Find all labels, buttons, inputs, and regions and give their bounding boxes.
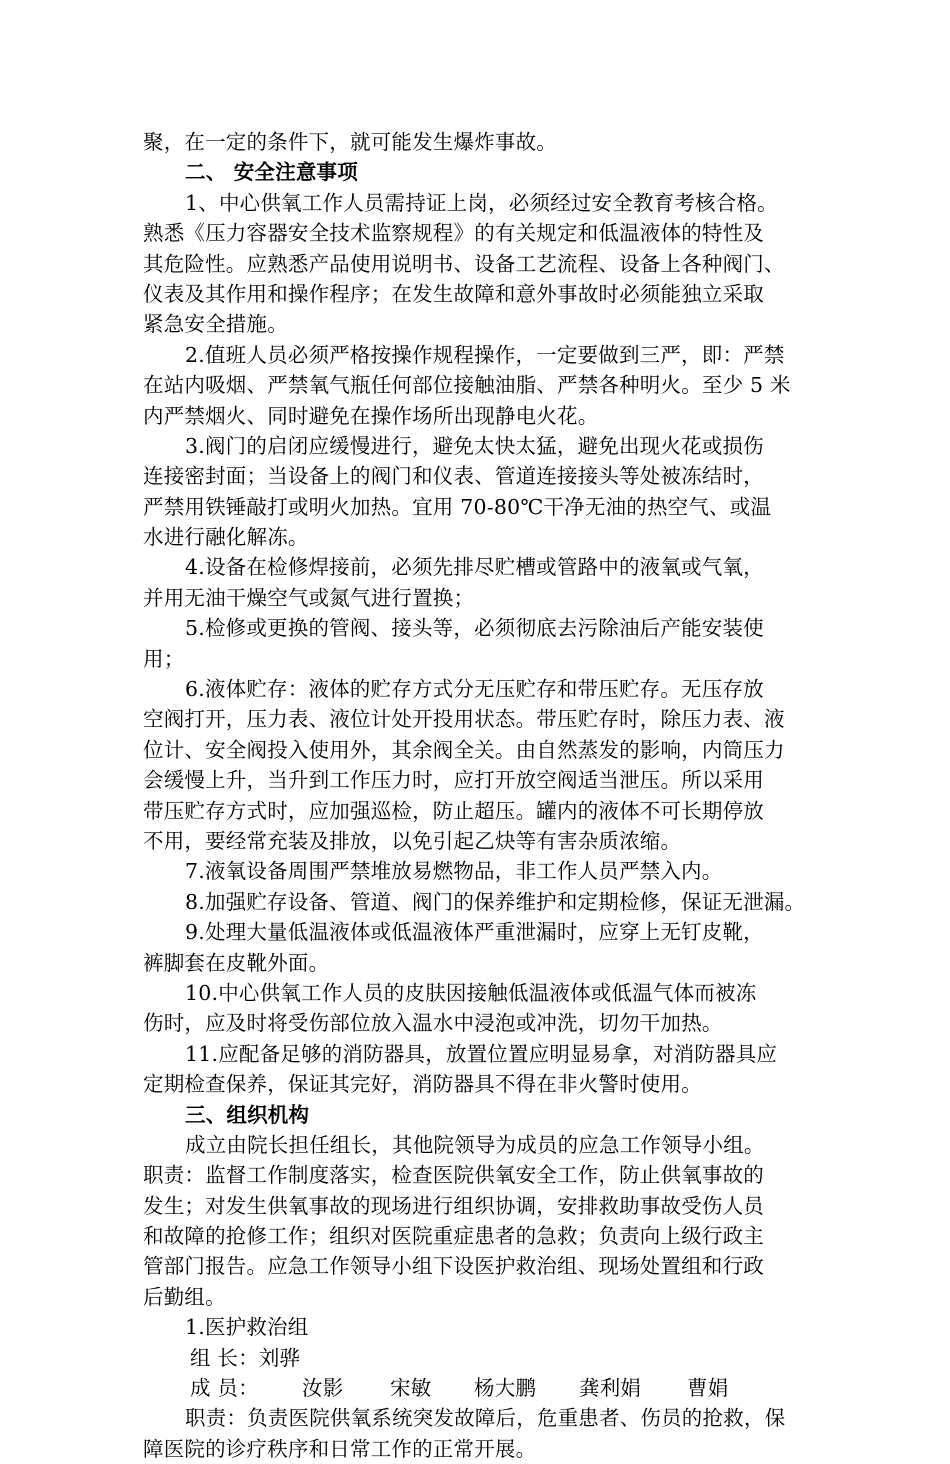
text-line: 成立由院长担任组长，其他院领导为成员的应急工作领导小组。 (185, 1132, 765, 1157)
text-line: 带压贮存方式时，应加强巡检，防止超压。罐内的液体不可长期停放 (143, 798, 764, 823)
text-line: 1、中心供氧工作人员需持证上岗，必须经过安全教育考核合格。 (185, 190, 778, 215)
member-name: 龚利娟 (579, 1376, 642, 1401)
text-line: 发生；对发生供氧事故的现场进行组织协调，安排救助事故受伤人员 (143, 1193, 764, 1218)
text-line: 伤时，应及时将受伤部位放入温水中浸泡或冲洗，切勿干加热。 (143, 1011, 723, 1036)
text-line: 10.中心供氧工作人员的皮肤因接触低温液体或低温气体而被冻 (185, 980, 757, 1005)
member-name: 宋敏 (390, 1376, 432, 1401)
text-line: 空阀打开，压力表、液位计处开投用状态。带压贮存时，除压力表、液 (143, 707, 785, 732)
text-line: 5.检修或更换的管阀、接头等，必须彻底去污除油后产能安装使 (185, 616, 764, 641)
text-line: 职责：监督工作制度落实，检查医院供氧安全工作，防止供氧事故的 (143, 1163, 764, 1188)
text-line: 定期检查保养，保证其完好，消防器具不得在非火警时使用。 (143, 1072, 702, 1097)
text-line: 管部门报告。应急工作领导小组下设医护救治组、现场处置组和行政 (143, 1254, 764, 1279)
text-line: 会缓慢上升，当升到工作压力时，应打开放空阀适当泄压。所以采用 (143, 768, 764, 793)
members-label: 成 员： (190, 1376, 259, 1401)
text-line: 熟悉《压力容器安全技术监察规程》的有关规定和低温液体的特性及 (143, 221, 764, 246)
text-line: 不用，要经常充装及排放，以免引起乙炔等有害杂质浓缩。 (143, 828, 682, 853)
text-line: 和故障的抢修工作；组织对医院重症患者的急救；负责向上级行政主 (143, 1224, 764, 1249)
text-line: 9.处理大量低温液体或低温液体严重泄漏时，应穿上无钉皮靴， (185, 920, 764, 945)
text-line: 并用无油干燥空气或氮气进行置换； (143, 585, 475, 610)
member-name: 杨大鹏 (474, 1376, 537, 1401)
text-line: 连接密封面；当设备上的阀门和仪表、管道连接接头等处被冻结时， (143, 464, 764, 489)
text-line: 其危险性。应熟悉产品使用说明书、设备工艺流程、设备上各种阀门、 (143, 251, 785, 276)
text-line: 职责：负责医院供氧系统突发故障后，危重患者、伤员的抢救，保 (185, 1406, 786, 1431)
text-line: 6.液体贮存：液体的贮存方式分无压贮存和带压贮存。无压存放 (185, 677, 764, 702)
text-line: 水进行融化解冻。 (143, 525, 309, 550)
section-heading: 二、 安全注意事项 (185, 160, 358, 185)
text-line: 4.设备在检修焊接前，必须先排尽贮槽或管路中的液氧或气氧， (185, 555, 764, 580)
text-line: 严禁用铁锤敲打或明火加热。宜用 70-80℃干净无油的热空气、或温 (143, 494, 772, 519)
text-line: 8.加强贮存设备、管道、阀门的保养维护和定期检修，保证无泄漏。 (185, 889, 806, 914)
text-line: 7.液氧设备周围严禁堆放易燃物品，非工作人员严禁入内。 (185, 859, 723, 884)
text-line: 仪表及其作用和操作程序；在发生故障和意外事故时必须能独立采取 (143, 281, 764, 306)
text-line: 内严禁烟火、同时避免在操作场所出现静电火花。 (143, 403, 599, 428)
text-line: 裤脚套在皮靴外面。 (143, 950, 330, 975)
subsection-heading: 1.医护救治组 (185, 1315, 309, 1340)
text-line: 11.应配备足够的消防器具，放置位置应明显易拿，对消防器具应 (185, 1041, 778, 1066)
document-page (143, 127, 823, 1464)
text-line: 在站内吸烟、严禁氧气瓶任何部位接触油脂、严禁各种明火。至少 5 米 (143, 373, 791, 398)
text-line: 紧急安全措施。 (143, 312, 288, 337)
group-leader-line: 组 长：刘骅 (190, 1345, 301, 1370)
text-line: 后勤组。 (143, 1284, 226, 1309)
group-members-line (143, 1373, 823, 1403)
text-line: 3.阀门的启闭应缓慢进行，避免太快太猛，避免出现火花或损伤 (185, 433, 764, 458)
text-line: 位计、安全阀投入使用外，其余阀全关。由自然蒸发的影响，内筒压力 (143, 737, 785, 762)
member-name: 曹娟 (687, 1376, 729, 1401)
text-line: 障医院的诊疗秩序和日常工作的正常开展。 (143, 1436, 537, 1461)
member-name: 汝影 (302, 1376, 344, 1401)
text-line: 2.值班人员必须严格按操作规程操作，一定要做到三严，即：严禁 (185, 342, 785, 367)
text-line: 聚，在一定的条件下，就可能发生爆炸事故。 (143, 130, 557, 154)
text-line: 用； (143, 646, 185, 671)
section-heading: 三、组织机构 (185, 1102, 310, 1127)
